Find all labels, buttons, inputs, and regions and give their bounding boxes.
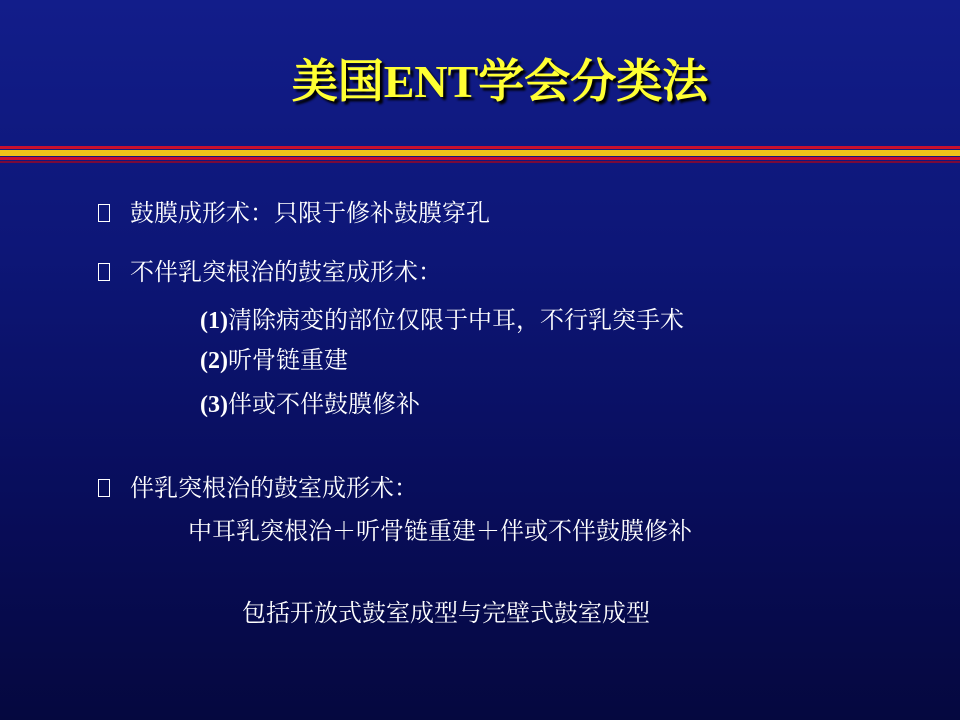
bullet-box-icon bbox=[98, 479, 110, 497]
title-divider-shadow bbox=[0, 161, 960, 163]
bullet-item-without-mastoidectomy: 不伴乳突根治的鼓室成形术： bbox=[130, 258, 442, 286]
sub-item-number: (2) bbox=[200, 348, 228, 374]
sub-item-1 bbox=[200, 304, 684, 337]
sub-item-text: 听骨链重建 bbox=[227, 346, 348, 374]
formula-line: 中耳乳突根治＋听骨链重建＋伴或不伴鼓膜修补 bbox=[188, 517, 692, 545]
sub-item-number: (1) bbox=[200, 308, 228, 334]
title-divider-red-top bbox=[0, 146, 960, 149]
slide-title: 美国ENT学会分类法 bbox=[291, 56, 709, 107]
bullet-box-icon bbox=[98, 204, 110, 222]
title-divider-gold bbox=[0, 150, 960, 156]
sub-item-2 bbox=[200, 344, 348, 377]
bullet-box-icon bbox=[98, 263, 110, 281]
closing-note: 包括开放式鼓室成型与完壁式鼓室成型 bbox=[242, 599, 650, 627]
sub-item-text: 清除病变的部位仅限于中耳，不行乳突手术 bbox=[227, 306, 684, 334]
title-divider-red-bottom bbox=[0, 157, 960, 160]
sub-item-number: (3) bbox=[200, 392, 228, 418]
sub-item-3 bbox=[200, 388, 420, 421]
sub-item-text: 伴或不伴鼓膜修补 bbox=[227, 390, 420, 418]
bullet-item-with-mastoidectomy: 伴乳突根治的鼓室成形术： bbox=[130, 474, 418, 502]
bullet-item-tympanoplasty: 鼓膜成形术：只限于修补鼓膜穿孔 bbox=[130, 199, 490, 227]
